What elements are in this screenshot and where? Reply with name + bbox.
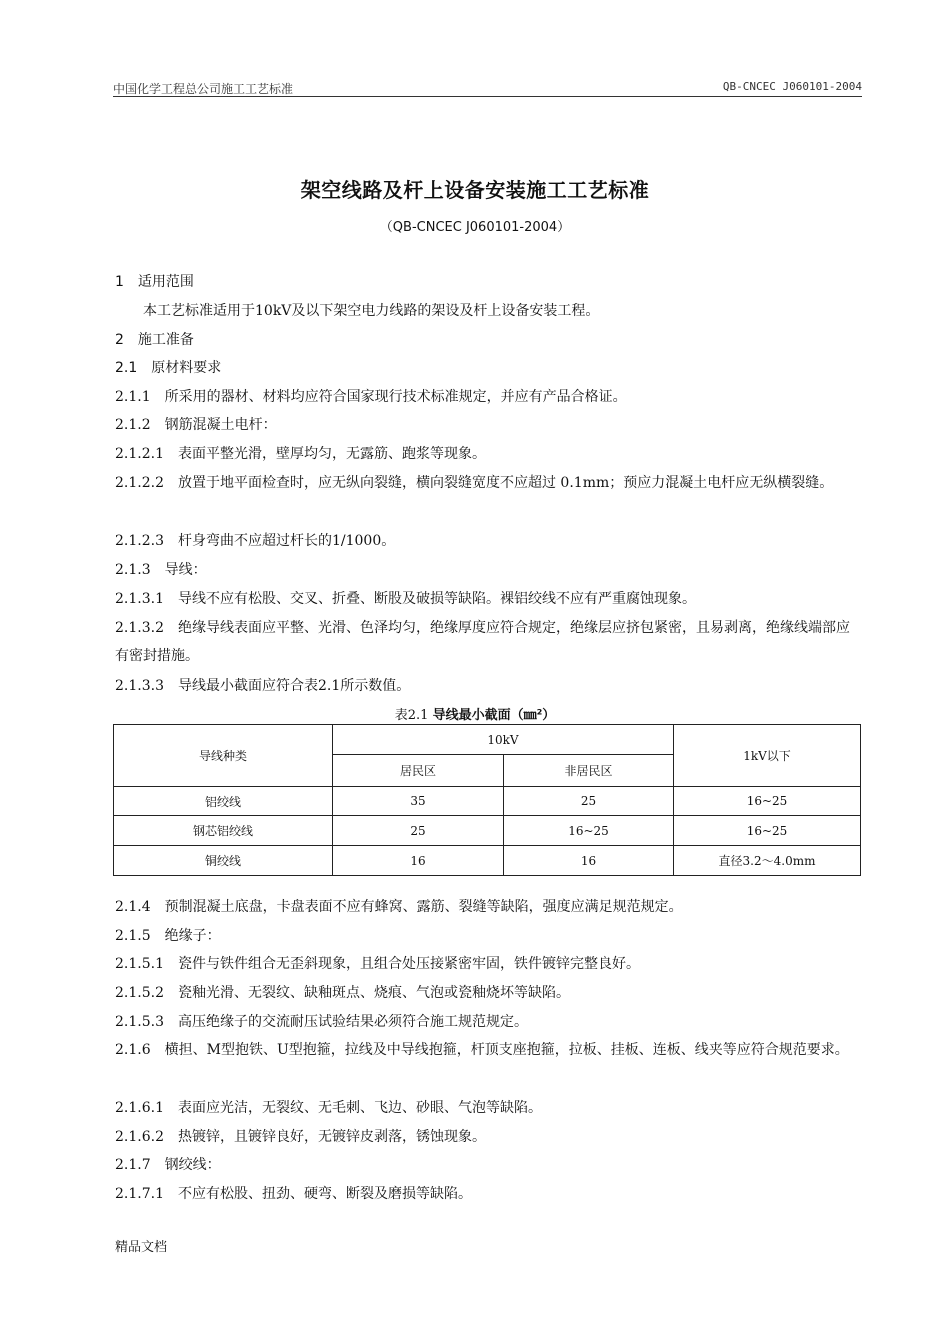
paragraph: 2.1.6 横担、M型抱铁、U型抱箍，拉线及中导线抱箍，杆顶支座抱箍，拉板、挂板、连板、线夹等应符合规范要求。 [115,1042,849,1058]
header-cell: 导线种类 [114,725,333,787]
table-cell: 铜绞线 [114,846,333,876]
document-title: 架空线路及杆上设备安装施工工艺标准 [300,178,650,202]
paragraph: 2.1.6.1 表面应光洁，无裂纹、无毛刺、飞边、砂眼、气泡等缺陷。 [115,1100,542,1116]
table-row [114,787,861,816]
subsection-heading: 2.1 原材料要求 [115,360,222,376]
paragraph: 2.1.2.3 杆身弯曲不应超过杆长的1/1000。 [115,533,396,549]
page-footer: 精品文档 [115,1240,168,1255]
table-cell: 铝绞线 [114,787,333,816]
header-code: QB-CNCEC J060101-2004 [722,80,862,93]
header-cell: 非居民区 [504,755,674,787]
paragraph: 2.1.3 导线： [115,562,207,578]
paragraph: 2.1.5 绝缘子： [115,928,221,944]
section-heading: 1 适用范围 [115,274,194,290]
paragraph: 2.1.6.2 热镀锌，且镀锌良好，无镀锌皮剥落，锈蚀现象。 [115,1129,486,1145]
header-cell: 居民区 [333,755,504,787]
header-cell: 1kV以下 [674,725,861,787]
paragraph: 2.1.1 所采用的器材、材料均应符合国家现行技术标准规定，并应有产品合格证。 [115,389,627,405]
table-title: 导线最小截面（㎜²） [432,708,556,723]
table-row [114,816,861,846]
table-cell: 25 [504,787,674,816]
paragraph: 2.1.7 钢绞线： [115,1157,221,1173]
table-cell: 16~25 [674,816,861,846]
header-cell: 10kV [333,725,674,755]
paragraph: 2.1.2.2 放置于地平面检查时，应无纵向裂缝，横向裂缝宽度不应超过 0.1mm；预应力混凝土电杆应无纵横裂缝。 [115,475,834,491]
min-cross-section-table [113,724,861,876]
table-cell: 16~25 [674,787,861,816]
paragraph: 2.1.5.1 瓷件与铁件组合无歪斜现象，且组合处压接紧密牢固，铁件镀锌完整良好。 [115,956,640,972]
table-cell: 35 [333,787,504,816]
table-caption [0,704,950,723]
paragraph: 2.1.4 预制混凝土底盘，卡盘表面不应有蜂窝、露筋、裂缝等缺陷，强度应满足规范规定。 [115,899,683,915]
paragraph: 2.1.5.2 瓷釉光滑、无裂纹、缺釉斑点、烧痕、气泡或瓷釉烧坏等缺陷。 [115,985,570,1001]
table-cell: 25 [333,816,504,846]
header-org: 中国化学工程总公司施工工艺标准 [113,82,294,96]
paragraph: 2.1.7.1 不应有松股、扭劲、硬弯、断裂及磨损等缺陷。 [115,1186,472,1202]
paragraph: 2.1.2 钢筋混凝土电杆： [115,417,277,433]
table-cell: 16 [504,846,674,876]
paragraph: 2.1.3.3 导线最小截面应符合表2.1所示数值。 [115,678,411,694]
section-heading: 2 施工准备 [115,332,194,348]
table-cell: 钢芯铝绞线 [114,816,333,846]
table-row [114,846,861,876]
paragraph: 2.1.3.1 导线不应有松股、交叉、折叠、断股及破损等缺陷。裸铝绞线不应有严重腐蚀现象。 [115,591,696,607]
document-code: （QB-CNCEC J060101-2004） [379,220,571,235]
table-cell: 16 [333,846,504,876]
paragraph: 2.1.2.1 表面平整光滑，壁厚均匀，无露筋、跑浆等现象。 [115,446,486,462]
table-cell: 16~25 [504,816,674,846]
paragraph: 本工艺标准适用于10kV及以下架空电力线路的架设及杆上设备安装工程。 [115,303,600,319]
table-number: 表2.1 [394,708,429,723]
page-header [113,80,862,97]
paragraph: 2.1.3.2 绝缘导线表面应平整、光滑、色泽均匀，绝缘厚度应符合规定，绝缘层应挤包紧密，且易剥离，绝缘线端部应有密封措施。 [115,620,850,664]
paragraph: 2.1.5.3 高压绝缘子的交流耐压试验结果必须符合施工规范规定。 [115,1014,528,1030]
table-cell: 直径3.2～4.0mm [674,846,861,876]
